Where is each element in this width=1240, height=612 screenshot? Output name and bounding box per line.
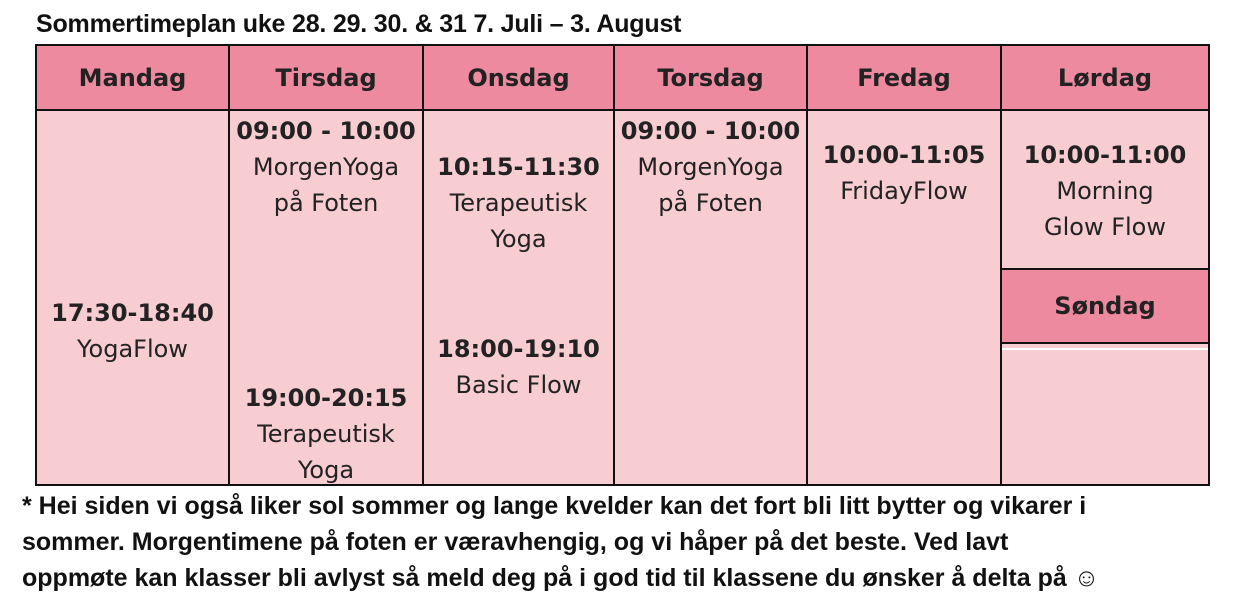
class-block bbox=[808, 137, 1000, 209]
class-block bbox=[615, 113, 806, 221]
column-saturday bbox=[1002, 111, 1208, 484]
header-thursday: Torsdag bbox=[615, 46, 806, 111]
class-time: 18:00-19:10 bbox=[437, 335, 600, 363]
header-sunday: Søndag bbox=[1002, 268, 1208, 344]
header-tuesday: Tirsdag bbox=[230, 46, 422, 111]
column-monday bbox=[37, 111, 228, 484]
divider bbox=[1002, 348, 1208, 350]
header-wednesday: Onsdag bbox=[424, 46, 613, 111]
class-name: Terapeutisk bbox=[449, 189, 588, 217]
page-title: Sommertimeplan uke 28. 29. 30. & 31 7. Juli – 3. August bbox=[36, 10, 682, 38]
class-time: 19:00-20:15 bbox=[244, 384, 408, 412]
class-block bbox=[37, 295, 228, 367]
class-name: MorgenYoga bbox=[637, 153, 784, 181]
header-friday: Fredag bbox=[808, 46, 1000, 111]
column-thursday bbox=[615, 111, 806, 484]
class-time: 10:00-11:00 bbox=[1023, 141, 1187, 169]
class-name: YogaFlow bbox=[77, 335, 188, 363]
header-saturday: Lørdag bbox=[1002, 46, 1208, 111]
class-block bbox=[424, 149, 613, 257]
class-time: 09:00 - 10:00 bbox=[620, 117, 801, 145]
column-tuesday bbox=[230, 111, 422, 484]
footnote-line: sommer. Morgentimene på foten er væravhengig, og vi håper på det beste. Ved lavt bbox=[22, 528, 1009, 556]
class-time: 10:15-11:30 bbox=[437, 153, 600, 181]
class-name: Morning bbox=[1056, 177, 1154, 205]
class-time: 10:00-11:05 bbox=[822, 141, 986, 169]
class-time: 17:30-18:40 bbox=[51, 299, 214, 327]
class-name: FridayFlow bbox=[840, 177, 968, 205]
class-block bbox=[230, 113, 422, 221]
footnote-line: oppmøte kan klasser bli avlyst så meld deg på i god tid til klassene du ønsker å delta på ☺ bbox=[22, 564, 1100, 592]
header-monday: Mandag bbox=[37, 46, 228, 111]
class-name: MorgenYoga bbox=[252, 153, 400, 181]
column-wednesday bbox=[424, 111, 613, 484]
footnote-line: * Hei siden vi også liker sol sommer og lange kvelder kan det fort bli litt bytter og vikarer i bbox=[22, 492, 1087, 520]
class-name: Terapeutisk bbox=[257, 420, 395, 448]
class-name: Yoga bbox=[490, 225, 547, 253]
class-name: på Foten bbox=[273, 189, 379, 217]
class-block bbox=[424, 331, 613, 403]
column-friday bbox=[808, 111, 1000, 484]
footnote bbox=[22, 488, 1222, 596]
class-name: Yoga bbox=[297, 456, 355, 484]
schedule-table bbox=[35, 44, 1210, 486]
class-name: på Foten bbox=[658, 189, 763, 217]
class-block bbox=[1002, 137, 1208, 245]
class-name: Glow Flow bbox=[1044, 213, 1166, 241]
class-name: Basic Flow bbox=[455, 371, 582, 399]
class-time: 09:00 - 10:00 bbox=[236, 117, 416, 145]
class-block bbox=[230, 380, 422, 488]
